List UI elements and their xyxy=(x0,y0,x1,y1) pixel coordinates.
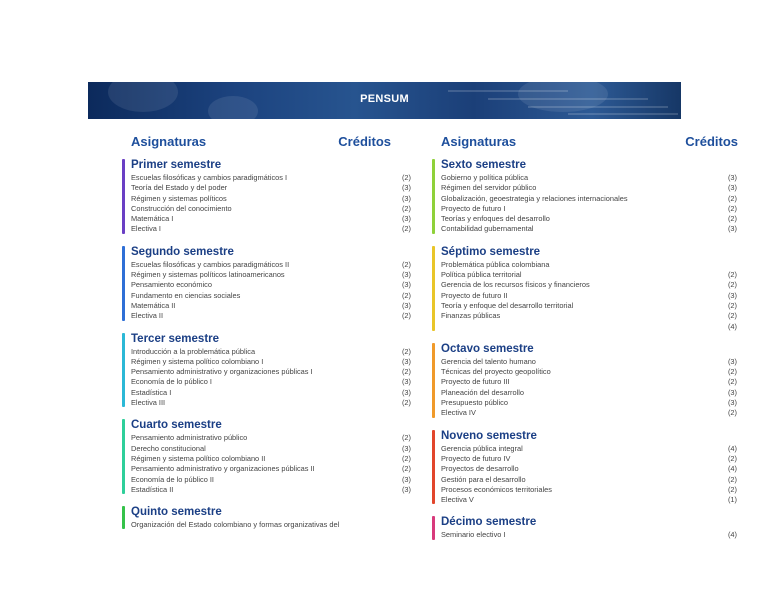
semester-block xyxy=(441,245,737,332)
course-credits: (3) xyxy=(401,484,411,494)
course-credits: (2) xyxy=(727,484,737,494)
course-name: Fundamento en ciencias sociales xyxy=(131,290,241,300)
course-name: Gestión para el desarrollo xyxy=(441,474,526,484)
course-row xyxy=(131,475,411,485)
semester-title: Noveno semestre xyxy=(441,429,537,442)
course-row xyxy=(441,290,737,301)
course-credits: (3) xyxy=(401,183,411,193)
course-name: Técnicas del proyecto geopolítico xyxy=(441,367,551,377)
course-credits: (2) xyxy=(401,453,411,463)
course-name: Gerencia del talento humano xyxy=(441,356,536,366)
course-name: Pensamiento administrativo y organizaciones públicas II xyxy=(131,464,315,474)
course-credits: (2) xyxy=(401,203,411,213)
course-credits: (3) xyxy=(727,398,737,408)
course-credits: (2) xyxy=(401,173,411,182)
course-row xyxy=(441,203,737,214)
semester-color-bar xyxy=(432,343,435,418)
course-name: Política pública territorial xyxy=(441,270,522,280)
course-credits: (2) xyxy=(727,311,737,321)
course-name: Gerencia pública integral xyxy=(441,443,523,453)
course-name: Régimen y sistema político colombiano I xyxy=(131,356,264,366)
course-row xyxy=(131,454,411,464)
course-row xyxy=(441,484,737,495)
course-name: Economía de lo público II xyxy=(131,474,214,484)
semester-color-bar xyxy=(122,333,125,408)
course-name: Régimen del servidor público xyxy=(441,183,537,193)
course-name: Proyecto de futuro IV xyxy=(441,453,511,463)
course-credits: (3) xyxy=(727,173,737,182)
credits-heading: Créditos xyxy=(685,134,738,149)
course-row xyxy=(441,311,737,321)
course-credits: (2) xyxy=(727,203,737,213)
course-name: Gerencia de los recursos físicos y financieros xyxy=(441,280,590,290)
course-credits: (2) xyxy=(727,270,737,280)
course-name: Construcción del conocimiento xyxy=(131,203,232,213)
course-name: Finanzas públicas xyxy=(441,311,501,321)
semester-title: Cuarto semestre xyxy=(131,419,222,432)
course-row xyxy=(131,485,411,495)
semester-title: Décimo semestre xyxy=(441,516,537,529)
credits-heading: Créditos xyxy=(338,134,391,149)
course-name: Estadística I xyxy=(131,387,172,397)
course-name: Introducción a la problemática pública xyxy=(131,346,256,356)
course-name: Electiva I xyxy=(131,224,161,234)
course-row xyxy=(131,183,411,193)
course-row xyxy=(131,204,411,214)
course-row xyxy=(441,377,737,387)
course-credits: (3) xyxy=(727,387,737,397)
course-row xyxy=(131,301,411,311)
course-name: Régimen y sistemas políticos xyxy=(131,193,227,203)
course-row xyxy=(131,194,411,204)
course-name: Electiva III xyxy=(131,398,166,408)
course-name: Régimen y sistemas políticos latinoamericanos xyxy=(131,270,285,280)
course-credits: (2) xyxy=(727,408,737,418)
semester-color-bar xyxy=(432,516,435,539)
right-semester-list xyxy=(441,158,737,541)
semester-title: Octavo semestre xyxy=(441,342,534,355)
course-name: Problemática pública colombiana xyxy=(441,259,550,269)
course-row xyxy=(441,300,737,311)
semester-block xyxy=(441,429,737,506)
course-credits: (2) xyxy=(727,367,737,377)
course-name: Electiva IV xyxy=(441,408,476,418)
course-credits: (3) xyxy=(401,443,411,453)
right-column-header xyxy=(441,134,738,152)
course-name: Contabilidad gubernamental xyxy=(441,224,534,234)
subjects-heading: Asignaturas xyxy=(441,134,517,149)
course-row xyxy=(441,408,737,418)
course-row xyxy=(131,433,411,443)
course-credits: (2) xyxy=(401,433,411,443)
course-credits: (2) xyxy=(727,193,737,203)
course-name: Electiva II xyxy=(131,311,164,321)
course-row xyxy=(131,347,411,357)
course-row xyxy=(441,367,737,377)
course-row xyxy=(441,193,737,204)
course-row xyxy=(441,321,737,332)
course-name: Pensamiento administrativo y organizaciones públicas I xyxy=(131,367,313,377)
course-credits: (2) xyxy=(401,311,411,321)
course-credits: (3) xyxy=(727,290,737,300)
course-credits: (2) xyxy=(401,367,411,377)
course-row xyxy=(441,224,737,234)
semester-block xyxy=(131,245,411,322)
semester-block xyxy=(131,505,411,530)
left-column-header xyxy=(131,134,411,152)
semester-block xyxy=(441,342,737,419)
course-row xyxy=(441,453,737,464)
course-row xyxy=(131,357,411,367)
course-credits: (2) xyxy=(727,214,737,224)
course-credits: (1) xyxy=(727,495,737,505)
course-row xyxy=(441,530,737,540)
semester-color-bar xyxy=(432,159,435,234)
course-name: Régimen y sistema político colombiano II xyxy=(131,453,266,463)
course-name: Estadística II xyxy=(131,484,174,494)
semester-color-bar xyxy=(432,430,435,505)
course-credits: (2) xyxy=(401,464,411,474)
semester-block xyxy=(131,332,411,409)
course-name: Economía de lo público I xyxy=(131,377,212,387)
course-credits: (2) xyxy=(401,290,411,300)
semester-block xyxy=(441,515,737,540)
course-credits: (2) xyxy=(727,280,737,290)
course-row xyxy=(131,464,411,474)
course-row xyxy=(441,387,737,398)
course-name: Matemática II xyxy=(131,300,176,310)
semester-title: Quinto semestre xyxy=(131,506,222,519)
semester-color-bar xyxy=(122,419,125,494)
course-name: Organización del Estado colombiano y formas organizativas del xyxy=(131,520,340,530)
course-credits: (4) xyxy=(727,530,737,540)
course-row xyxy=(131,444,411,454)
course-credits: (2) xyxy=(727,300,737,310)
course-row xyxy=(441,464,737,474)
course-row xyxy=(131,214,411,224)
semester-block xyxy=(441,158,737,235)
course-credits: (2) xyxy=(727,453,737,463)
course-name: Teorías y enfoques del desarrollo xyxy=(441,214,550,224)
semester-block xyxy=(131,418,411,495)
course-credits: (4) xyxy=(727,464,737,474)
course-credits: (2) xyxy=(727,474,737,484)
course-row xyxy=(131,367,411,377)
course-row xyxy=(131,173,411,183)
course-credits: (2) xyxy=(401,224,411,234)
course-credits: (3) xyxy=(401,300,411,310)
course-name: Pensamiento económico xyxy=(131,280,212,290)
course-name: Escuelas filosóficas y cambios paradigmáticos I xyxy=(131,173,288,182)
course-credits: (3) xyxy=(401,270,411,280)
course-row xyxy=(441,280,737,290)
course-row xyxy=(131,388,411,398)
course-name: Planeación del desarrollo xyxy=(441,387,524,397)
course-row xyxy=(441,443,737,454)
course-row xyxy=(441,260,721,270)
course-credits: (3) xyxy=(401,356,411,366)
course-credits: (4) xyxy=(727,321,737,331)
semester-color-bar xyxy=(432,246,435,331)
pensum-page xyxy=(88,82,738,540)
course-name: Procesos económicos territoriales xyxy=(441,484,552,494)
semester-color-bar xyxy=(122,506,125,529)
left-column xyxy=(131,134,411,540)
course-name: Derecho constitucional xyxy=(131,443,206,453)
pensum-banner xyxy=(88,82,681,119)
course-row xyxy=(441,173,737,183)
course-credits: (3) xyxy=(401,387,411,397)
course-row xyxy=(131,377,411,387)
semester-title: Séptimo semestre xyxy=(441,245,541,258)
course-name: Teoría del Estado y del poder xyxy=(131,183,228,193)
course-credits: (3) xyxy=(401,280,411,290)
course-row xyxy=(131,520,411,530)
course-row xyxy=(131,260,411,270)
course-credits: (2) xyxy=(401,398,411,408)
course-credits: (3) xyxy=(401,474,411,484)
course-row xyxy=(441,356,737,367)
course-row xyxy=(131,311,411,321)
semester-block xyxy=(131,158,411,235)
course-name: Globalización, geoestrategia y relaciones internacionales xyxy=(441,193,628,203)
semester-title: Segundo semestre xyxy=(131,245,234,258)
course-row xyxy=(131,398,411,408)
semester-color-bar xyxy=(122,159,125,234)
course-name: Teoría y enfoque del desarrollo territorial xyxy=(441,300,574,310)
course-name: Presupuesto público xyxy=(441,398,508,408)
right-column xyxy=(441,134,738,551)
banner-title: PENSUM xyxy=(360,93,409,105)
course-row xyxy=(441,495,737,505)
course-name: Proyectos de desarrollo xyxy=(441,464,519,474)
course-row xyxy=(441,474,737,485)
course-name: Pensamiento administrativo público xyxy=(131,433,248,443)
course-credits: (2) xyxy=(401,259,411,269)
subjects-heading: Asignaturas xyxy=(131,134,207,149)
course-credits: (2) xyxy=(727,377,737,387)
course-row xyxy=(131,224,411,234)
course-credits: (3) xyxy=(727,224,737,234)
course-credits: (3) xyxy=(401,214,411,224)
course-row xyxy=(131,291,411,301)
course-name: Matemática I xyxy=(131,214,174,224)
course-name: Seminario electivo I xyxy=(441,530,506,540)
course-row xyxy=(441,183,737,193)
course-name: Proyecto de futuro III xyxy=(441,377,510,387)
course-row xyxy=(131,270,411,280)
course-credits: (4) xyxy=(727,443,737,453)
semester-title: Primer semestre xyxy=(131,159,222,171)
course-credits: (3) xyxy=(727,183,737,193)
course-name: Escuelas filosóficas y cambios paradigmáticos II xyxy=(131,259,290,269)
course-name: Gobierno y política pública xyxy=(441,173,529,182)
course-credits: (3) xyxy=(401,193,411,203)
course-credits: (3) xyxy=(727,356,737,366)
course-row xyxy=(441,214,737,224)
left-semester-list xyxy=(131,158,411,530)
semester-title: Tercer semestre xyxy=(131,332,220,345)
course-name: Electiva V xyxy=(441,495,474,505)
course-credits: (2) xyxy=(401,346,411,356)
course-row xyxy=(441,270,737,280)
course-row xyxy=(131,280,411,290)
semester-color-bar xyxy=(122,246,125,321)
course-row xyxy=(441,398,737,408)
course-name: Proyecto de futuro I xyxy=(441,203,506,213)
course-credits: (3) xyxy=(401,377,411,387)
semester-title: Sexto semestre xyxy=(441,159,527,171)
course-name: Proyecto de futuro II xyxy=(441,290,508,300)
